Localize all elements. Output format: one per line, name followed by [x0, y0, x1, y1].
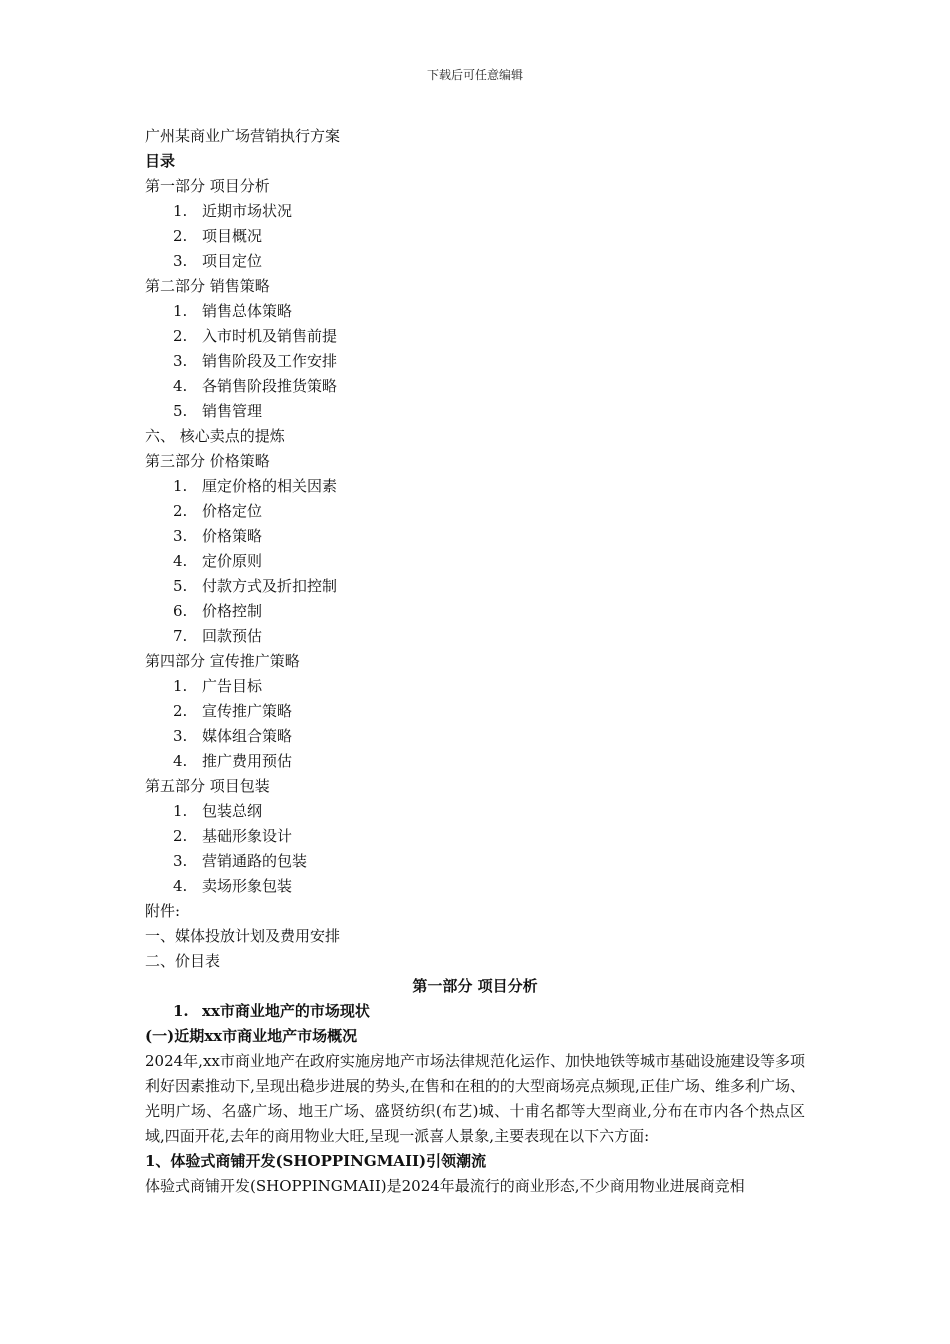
toc-section: 第四部分 宣传推广策略 [145, 652, 300, 670]
toc-item [145, 549, 805, 574]
toc-section: 二、价目表 [145, 952, 221, 970]
toc-item-number: 2. [173, 227, 188, 245]
toc-item [145, 599, 805, 624]
toc-item [145, 574, 805, 599]
toc-item-text: 厘定价格的相关因素 [202, 477, 338, 495]
body-paragraph: 2024年,xx市商业地产在政府实施房地产市场法律规范化运作、加快地铁等城市基础设施建设等多项利好因素推动下,呈现出稳步进展的势头,在售和在租的的大型商场亮点频现,正佳广场、维多利广场、光明广场、名盛广场、地王广场、盛贤纺织(布艺)城、十甫名都等大型商业,分布在市内各个热点区域,四面开花,去年的商用物业大旺,呈现一派喜人景象,主要表现在以下六方面: [145, 1052, 805, 1145]
toc-heading: 目录 [145, 152, 176, 170]
toc-section: 一、媒体投放计划及费用安排 [145, 927, 341, 945]
toc-item [145, 624, 805, 649]
sub-heading [145, 999, 805, 1024]
toc-item [145, 199, 805, 224]
toc-item [145, 674, 805, 699]
toc-item [145, 824, 805, 849]
toc-item-text: 推广费用预估 [202, 752, 293, 770]
section-heading: (一)近期xx市商业地产市场概况 [145, 1027, 358, 1045]
toc-item-text: 广告目标 [202, 677, 263, 695]
toc-item-number: 1. [173, 802, 188, 820]
toc-item-number: 3. [173, 727, 188, 745]
toc-item [145, 749, 805, 774]
toc-item-number: 3. [173, 852, 188, 870]
document-body [145, 124, 805, 1199]
toc-section: 附件: [145, 902, 181, 920]
toc-section: 六、 核心卖点的提炼 [145, 427, 285, 445]
toc-section: 第五部分 项目包装 [145, 777, 270, 795]
sub-heading-text: xx市商业地产的市场现状 [202, 1002, 370, 1020]
toc-item-number: 1. [173, 302, 188, 320]
toc-item-text: 价格定位 [202, 502, 263, 520]
toc-item-number: 3. [173, 527, 188, 545]
toc-item [145, 474, 805, 499]
toc-item [145, 299, 805, 324]
toc-item [145, 324, 805, 349]
page-header: 下载后可任意编辑 [426, 68, 523, 82]
toc-item-number: 2. [173, 327, 188, 345]
toc-item-number: 7. [173, 627, 188, 645]
toc-item [145, 699, 805, 724]
toc-item [145, 349, 805, 374]
toc-item-text: 营销通路的包装 [202, 852, 308, 870]
toc-item-text: 项目概况 [202, 227, 263, 245]
toc-item [145, 524, 805, 549]
toc-item [145, 849, 805, 874]
toc-item [145, 249, 805, 274]
point-text: 体验式商铺开发(SHOPPINGMAII)是2024年最流行的商业形态,不少商用物业进展商竞相 [145, 1177, 745, 1195]
toc-item-number: 1. [173, 202, 188, 220]
toc-item [145, 874, 805, 899]
toc-section: 第二部分 销售策略 [145, 277, 270, 295]
toc-item [145, 224, 805, 249]
toc-item-number: 2. [173, 502, 188, 520]
toc-item-text: 卖场形象包装 [202, 877, 293, 895]
toc-item-number: 4. [173, 377, 188, 395]
toc-item-text: 基础形象设计 [202, 827, 293, 845]
toc-item-number: 2. [173, 702, 188, 720]
toc-item [145, 374, 805, 399]
toc-item-text: 媒体组合策略 [202, 727, 293, 745]
toc-item-text: 各销售阶段推货策略 [202, 377, 338, 395]
toc-item [145, 499, 805, 524]
toc-item-text: 近期市场状况 [202, 202, 293, 220]
toc-item-text: 销售阶段及工作安排 [202, 352, 338, 370]
toc-section: 第一部分 项目分析 [145, 177, 270, 195]
point-heading: 1、体验式商铺开发(SHOPPINGMAII)引领潮流 [145, 1152, 487, 1170]
toc-item-text: 回款预估 [202, 627, 263, 645]
toc-item [145, 724, 805, 749]
toc-item-text: 宣传推广策略 [202, 702, 293, 720]
toc-item-number: 4. [173, 552, 188, 570]
toc-item-number: 4. [173, 752, 188, 770]
toc-item-number: 5. [173, 402, 188, 420]
toc-item-text: 项目定位 [202, 252, 263, 270]
toc-item-number: 6. [173, 602, 188, 620]
toc-item-number: 1. [173, 477, 188, 495]
toc-item-number: 2. [173, 827, 188, 845]
toc-item-text: 价格控制 [202, 602, 263, 620]
toc-item-number: 4. [173, 877, 188, 895]
toc-item-text: 销售管理 [202, 402, 263, 420]
toc-item-number: 3. [173, 252, 188, 270]
sub-heading-number: 1. [173, 1002, 189, 1020]
document-title: 广州某商业广场营销执行方案 [145, 127, 341, 145]
toc-item-number: 3. [173, 352, 188, 370]
toc-section: 第三部分 价格策略 [145, 452, 270, 470]
toc-item-text: 付款方式及折扣控制 [202, 577, 338, 595]
toc-item-text: 定价原则 [202, 552, 263, 570]
toc-item-text: 价格策略 [202, 527, 263, 545]
part-heading: 第一部分 项目分析 [412, 977, 538, 995]
toc-item-number: 1. [173, 677, 188, 695]
toc-item [145, 799, 805, 824]
toc-item-text: 包装总纲 [202, 802, 263, 820]
toc-item-text: 销售总体策略 [202, 302, 293, 320]
toc-item-text: 入市时机及销售前提 [202, 327, 338, 345]
table-of-contents [145, 174, 805, 974]
toc-item [145, 399, 805, 424]
toc-item-number: 5. [173, 577, 188, 595]
